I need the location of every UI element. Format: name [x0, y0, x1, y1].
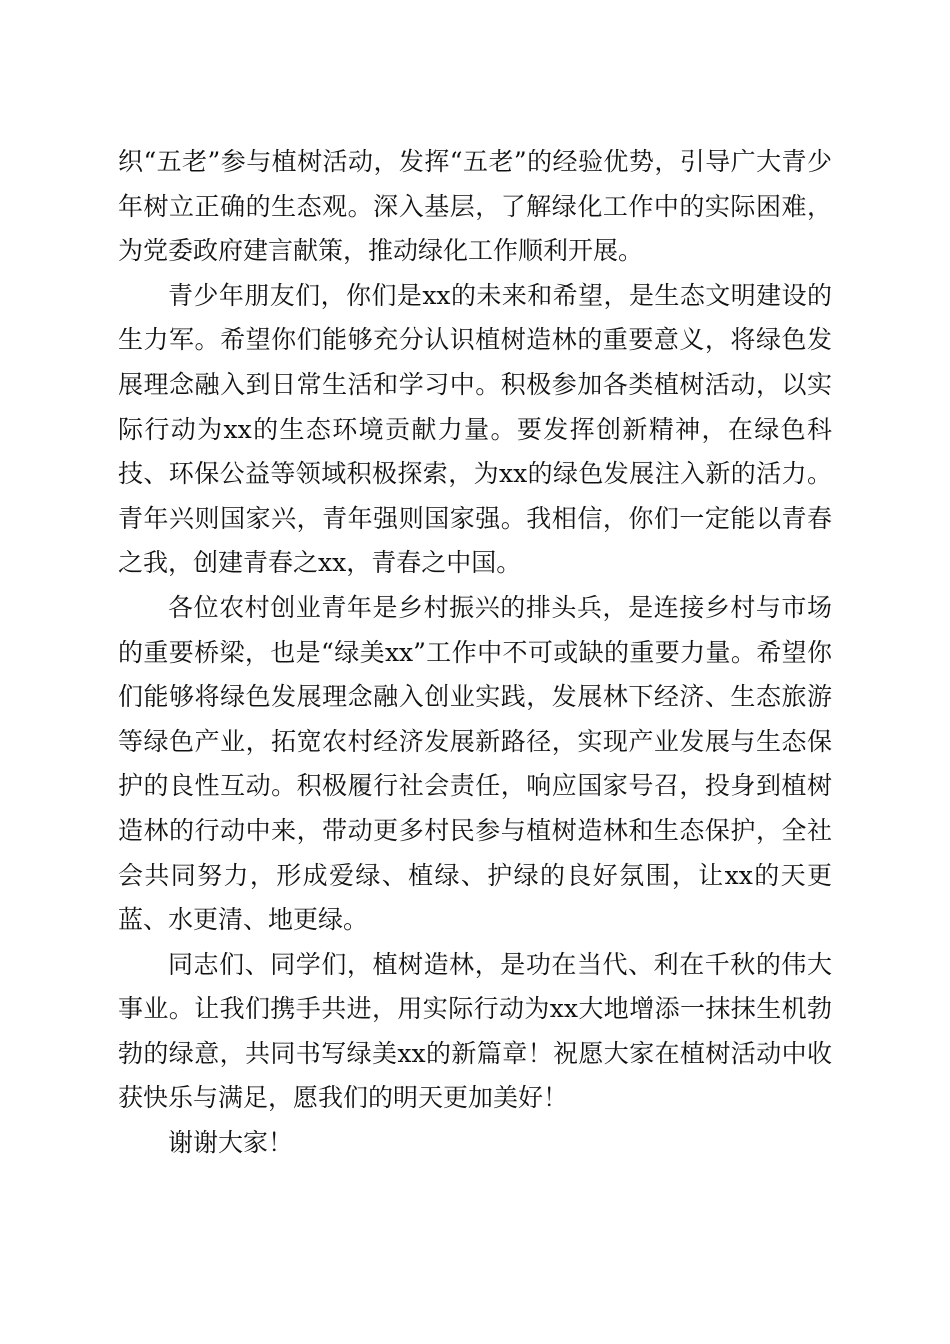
document-body [118, 140, 832, 1166]
paragraph-closing-call: 同志们、同学们，植树造林，是功在当代、利在千秋的伟大事业。让我们携手共进，用实际行动为xx大地增添一抹抹生机勃勃的绿意，共同书写绿美xx的新篇章！祝愿大家在植树活动中收获快乐与满足，愿我们的明天更加美好！ [118, 949, 832, 1113]
paragraph-youth: 青少年朋友们，你们是xx的未来和希望，是生态文明建设的生力军。希望你们能够充分认识植树造林的重要意义，将绿色发展理念融入到日常生活和学习中。积极参加各类植树活动，以实际行动为xx的生态环境贡献力量。要发挥创新精神，在绿色科技、环保公益等领域积极探索，为xx的绿色发展注入新的活力。青年兴则国家兴，青年强则国家强。我相信，你们一定能以青春之我，创建青春之xx，青春之中国。 [118, 280, 832, 578]
paragraph-rural-entrepreneurs: 各位农村创业青年是乡村振兴的排头兵，是连接乡村与市场的重要桥梁，也是“绿美xx”工作中不可或缺的重要力量。希望你们能够将绿色发展理念融入创业实践，发展林下经济、生态旅游等绿色产业，拓宽农村经济发展新路径，实现产业发展与生态保护的良性互动。积极履行社会责任，响应国家号召，投身到植树造林的行动中来，带动更多村民参与植树造林和生态保护，全社会共同努力，形成爱绿、植绿、护绿的良好氛围，让xx的天更蓝、水更清、地更绿。 [118, 592, 832, 935]
paragraph-continuation: 织“五老”参与植树活动，发挥“五老”的经验优势，引导广大青少年树立正确的生态观。深入基层，了解绿化工作中的实际困难，为党委政府建言献策，推动绿化工作顺利开展。 [118, 147, 832, 266]
paragraph-thanks: 谢谢大家！ [168, 1128, 294, 1158]
